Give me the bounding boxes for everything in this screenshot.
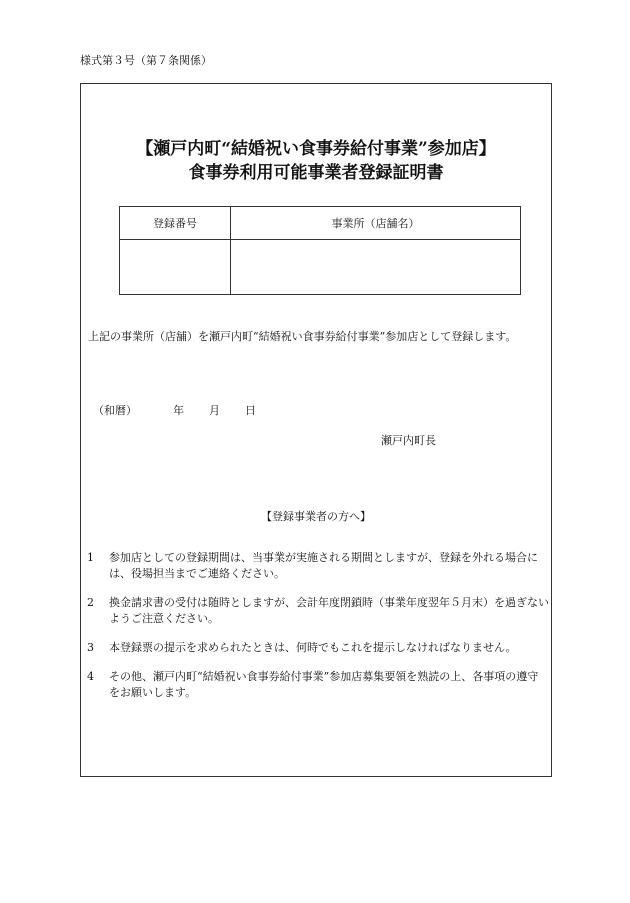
note-text: その他、瀬戸内町“結婚祝い食事券給付事業”参加店募集要領を熟読の上、各事項の遵守をお願いします。 xyxy=(109,670,539,699)
registration-number-cell xyxy=(120,240,231,295)
date-year: 年 xyxy=(173,404,184,417)
note-number: 3 xyxy=(87,641,94,654)
business-name-cell xyxy=(231,240,521,295)
issue-date xyxy=(93,402,256,418)
note-number: 4 xyxy=(87,670,94,683)
list-item xyxy=(87,640,549,656)
list-item xyxy=(87,595,549,627)
header-registration-number: 登録番号 xyxy=(120,207,231,240)
registration-statement: 上記の事業所（店舗）を瀬戸内町“結婚祝い食事券給付事業”参加店として登録します。 xyxy=(88,330,517,343)
note-number: 1 xyxy=(87,551,94,564)
note-text: 本登録票の提示を求められたときは、何時でもこれを提示しなければなりません。 xyxy=(109,641,517,654)
date-day: 日 xyxy=(245,404,256,417)
note-number: 2 xyxy=(87,596,94,609)
issuer-name: 瀬戸内町長 xyxy=(381,434,436,447)
certificate-title-line2: 食事券利用可能事業者登録証明書 xyxy=(188,163,444,183)
date-era: （和暦） xyxy=(93,404,137,417)
registration-table xyxy=(119,206,521,295)
note-text: 参加店としての登録期間は、当事業が実施される期間としますが、登録を外れる場合には、役場担当までご連絡ください。 xyxy=(109,551,538,580)
certificate-title-line1: 【瀬戸内町“結婚祝い食事券給付事業”参加店】 xyxy=(136,139,496,159)
registration-table-header-row xyxy=(120,207,521,240)
list-item xyxy=(87,669,549,701)
note-text: 換金請求書の受付は随時としますが、会計年度閉鎖時（事業年度翌年５月末）を過ぎないようご注意ください。 xyxy=(109,596,549,625)
date-month: 月 xyxy=(209,404,220,417)
notes-list xyxy=(87,550,549,714)
registration-table-value-row xyxy=(120,240,521,295)
form-number: 様式第３号（第７条関係） xyxy=(80,54,212,67)
header-business-name: 事業所（店舗名） xyxy=(231,207,521,240)
notice-title: 【登録事業者の方へ】 xyxy=(261,510,371,523)
certificate-frame xyxy=(80,83,552,777)
list-item xyxy=(87,550,549,582)
